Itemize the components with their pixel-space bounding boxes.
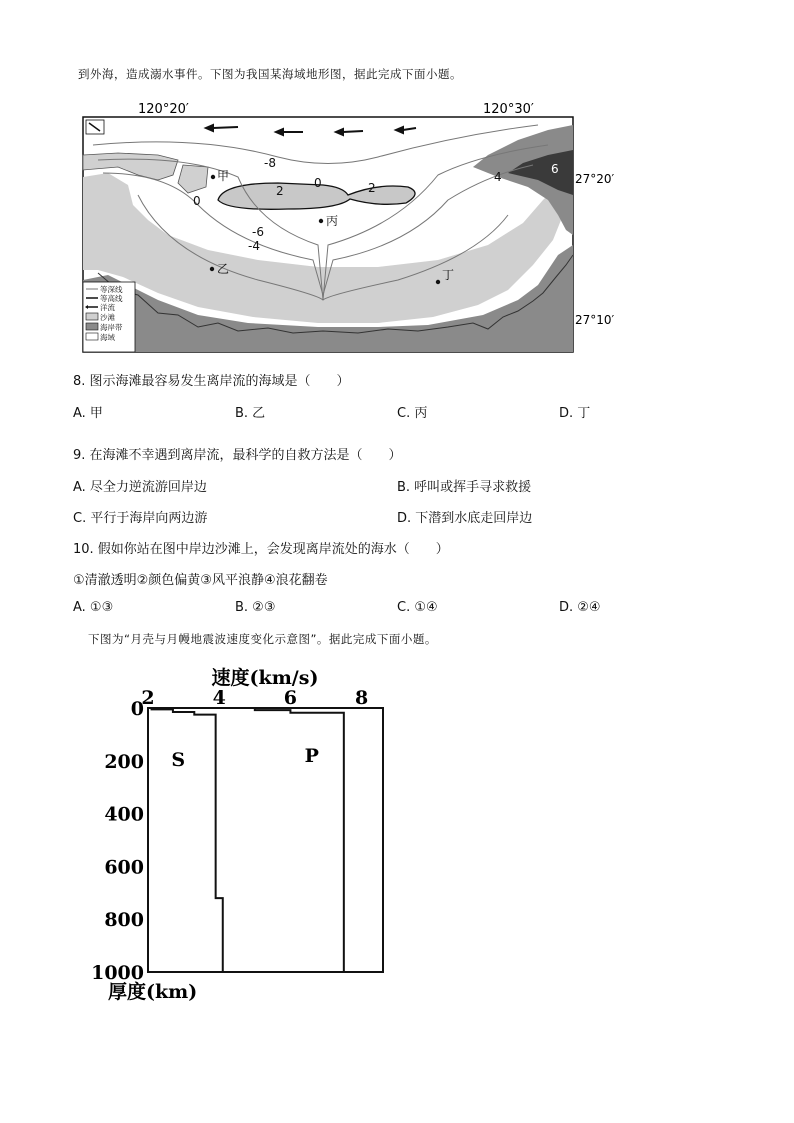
- x-tick-label: 2: [141, 687, 155, 709]
- contour-label: 0: [314, 176, 322, 190]
- series-label-s: S: [171, 749, 186, 772]
- series-label-p: P: [304, 745, 319, 768]
- q8-option-b[interactable]: B. 乙: [235, 406, 266, 421]
- contour-label: 4: [494, 170, 502, 184]
- svg-text:等深线: 等深线: [100, 285, 123, 294]
- sea-area-terrain-map: [78, 95, 615, 370]
- q9-option-a[interactable]: A. 尽全力逆流游回岸边: [73, 480, 207, 495]
- intro-text-2: 下图为“月壳与月幔地震波速度变化示意图”。据此完成下面小题。: [88, 632, 437, 646]
- question-8-stem: 8. 图示海滩最容易发生离岸流的海域是（ ）: [73, 374, 350, 389]
- x-tick-labels: [141, 687, 368, 709]
- q8-option-a[interactable]: A. 甲: [73, 406, 103, 421]
- question-10-statements: ①清澈透明②颜色偏黄③风平浪静④浪花翻卷: [73, 573, 328, 588]
- question-9-stem: 9. 在海滩不幸遇到离岸流，最科学的自救方法是（ ）: [73, 448, 402, 463]
- y-tick-label: 200: [104, 750, 144, 773]
- contour-label: 0: [193, 194, 201, 208]
- q10-option-d[interactable]: D. ②④: [559, 600, 601, 615]
- y-tick-label: 0: [130, 698, 144, 720]
- lat-bottom-label: 27°10′: [575, 313, 615, 327]
- svg-text:洋流: 洋流: [100, 303, 115, 312]
- svg-text:海域: 海域: [100, 333, 115, 342]
- x-tick-label: 4: [212, 687, 226, 709]
- y-axis-label: 厚度(km): [108, 981, 198, 1003]
- svg-text:等高线: 等高线: [100, 294, 123, 303]
- lon-left-label: 120°20′: [138, 102, 189, 117]
- lat-top-label: 27°20′: [575, 172, 615, 186]
- place-dot: [210, 267, 214, 271]
- series-line-s: [152, 708, 223, 972]
- svg-text:海岸带: 海岸带: [100, 323, 123, 332]
- contour-label: -4: [248, 239, 260, 253]
- contour-label: 6: [551, 162, 559, 176]
- y-tick-labels: [91, 698, 144, 984]
- place-label-ding: 丁: [442, 268, 455, 282]
- place-label-yi: 乙: [217, 262, 230, 276]
- place-dot: [211, 175, 215, 179]
- place-label-bing: 丙: [326, 214, 339, 228]
- q9-option-d[interactable]: D. 下潜到水底走回岸边: [397, 511, 533, 526]
- y-tick-label: 1000: [91, 962, 144, 984]
- q9-option-b[interactable]: B. 呼叫或挥手寻求救援: [397, 480, 532, 495]
- y-tick-label: 600: [104, 856, 144, 879]
- seismic-velocity-chart: [88, 660, 408, 1010]
- intro-text: 到外海，造成溺水事件。下图为我国某海域地形图，据此完成下面小题。: [78, 67, 462, 81]
- x-tick-label: 8: [355, 687, 369, 709]
- y-tick-label: 400: [104, 803, 144, 826]
- place-label-jia: 甲: [217, 169, 230, 183]
- q9-option-c[interactable]: C. 平行于海岸向两边游: [73, 511, 208, 526]
- lon-right-label: 120°30′: [483, 102, 534, 117]
- place-dot: [436, 280, 440, 284]
- series-line-p: [230, 708, 344, 972]
- contour-label: 2: [276, 184, 284, 198]
- contour-label: 2: [368, 181, 376, 195]
- y-tick-label: 800: [104, 909, 144, 932]
- contour-label: -8: [264, 156, 276, 170]
- q8-option-d[interactable]: D. 丁: [559, 406, 591, 421]
- series-group: [152, 708, 344, 972]
- q10-option-b[interactable]: B. ②③: [235, 600, 276, 615]
- question-10-stem: 10. 假如你站在图中岸边沙滩上，会发现离岸流处的海水（ ）: [73, 542, 449, 557]
- x-tick-label: 6: [283, 687, 298, 709]
- q10-option-a[interactable]: A. ①③: [73, 600, 114, 615]
- contour-label: -6: [252, 225, 264, 239]
- place-dot: [319, 219, 323, 223]
- q8-option-c[interactable]: C. 丙: [397, 406, 428, 421]
- svg-text:沙滩: 沙滩: [100, 313, 115, 322]
- q10-option-c[interactable]: C. ①④: [397, 600, 438, 615]
- plot-frame: [148, 708, 383, 972]
- map-legend: [83, 282, 135, 352]
- x-axis-label: 速度(km/s): [211, 667, 319, 689]
